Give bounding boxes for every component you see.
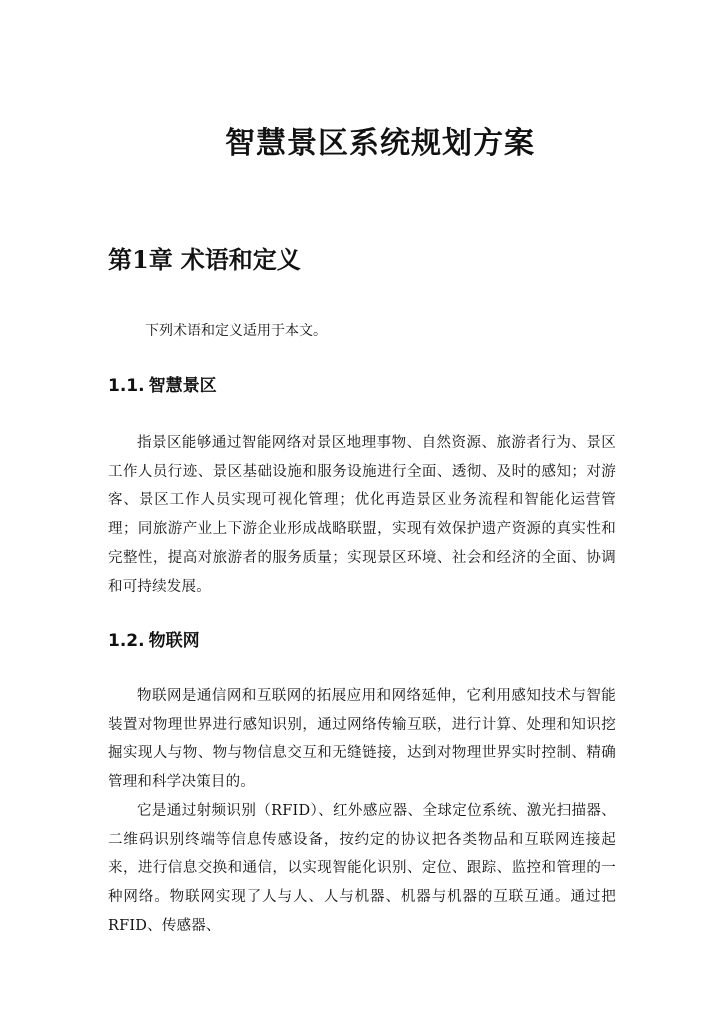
chapter-heading: [108, 240, 301, 275]
section-title: 智慧景区: [148, 376, 217, 396]
section-1-2-paragraph-1: 物联网是通信网和互联网的拓展应用和网络延伸，它利用感知技术与智能装置对物理世界进行感知识别，通过网络传输互联，进行计算、处理和知识挖掘实现人与物、物与物信息交互和无缝链接，达到对物理世界实时控制、精确管理和科学决策目的。: [108, 688, 616, 791]
section-heading-1-1: [108, 371, 217, 396]
section-heading-1-2: [108, 626, 200, 651]
section-1-1-paragraph: 指景区能够通过智能网络对景区地理事物、自然资源、旅游者行为、景区工作人员行迹、景区基础设施和服务设施进行全面、透彻、及时的感知；对游客、景区工作人员实现可视化管理；优化再造景区业务流程和智能化运营管理；同旅游产业上下游企业形成战略联盟，实现有效保护遗产资源的真实性和完整性，提高对旅游者的服务质量；实现景区环境、社会和经济的全面、协调和可持续发展。: [108, 435, 616, 595]
section-number: 1.1.: [108, 376, 145, 396]
document-title: 智慧景区系统规划方案: [225, 126, 535, 161]
chapter-number: 第1章: [108, 245, 173, 274]
chapter-title-text: 术语和定义: [180, 245, 301, 274]
section-number: 1.2.: [108, 631, 145, 651]
section-title: 物联网: [148, 631, 200, 651]
intro-paragraph: 下列术语和定义适用于本文。: [145, 323, 327, 339]
section-1-2-paragraph-2: 它是通过射频识别（RFID）、红外感应器、全球定位系统、激光扫描器、二维码识别终端等信息传感设备，按约定的协议把各类物品和互联网连接起来，进行信息交换和通信，以实现智能化识别、定位、跟踪、监控和管理的一种网络。物联网实现了人与人、人与机器、机器与机器的互联互通。通过把RFID、传感器、: [108, 803, 616, 934]
